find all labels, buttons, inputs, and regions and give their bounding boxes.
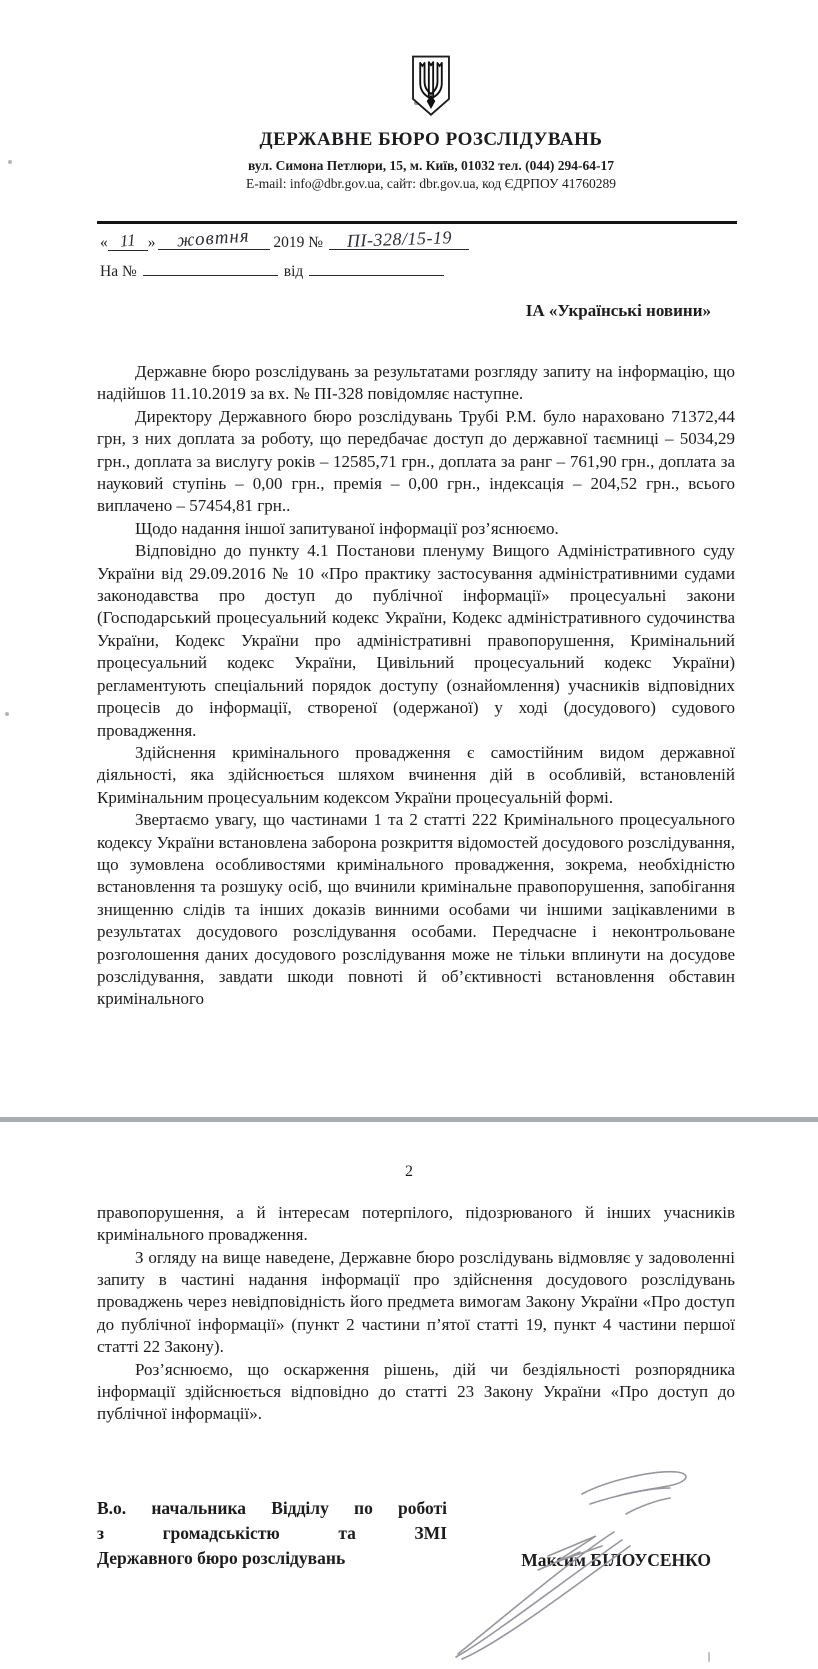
signatory-position <box>97 1496 447 1571</box>
body-paragraph: З огляду на вище наведене, Державне бюро розслідувань відмовляє у задоволенні запиту в частині надання інформації про здійснення досудового розслідувань проваджень через невідповідність його предмета вимогам Закону України «Про доступ до публічної інформації» (пункт 2 частини п’ятої статті 19, пункт 4 частини першої статті 22 Закону). <box>97 1247 735 1357</box>
body-paragraph: Державне бюро розслідувань за результатами розгляду запиту на інформацію, що надійшов 11.10.2019 за вх. № ПІ-328 повідомляє наступне. <box>97 362 735 404</box>
reply-reference-line <box>100 257 818 281</box>
month-blank <box>158 225 270 252</box>
scan-artifact-dot <box>8 160 12 164</box>
reply-from-label: від <box>283 263 304 280</box>
page-number: 2 <box>405 1162 413 1180</box>
signature-block <box>97 1496 737 1571</box>
signatory-name: Максим БІЛОУСЕНКО <box>521 1549 711 1570</box>
org-address-line: вул. Симона Петлюри, 15, м. Київ, 01032 тел. (044) 294-64-17 <box>248 158 614 173</box>
addressee: ІА «Українські новини» <box>525 301 711 320</box>
handwritten-day: 11 <box>118 230 137 251</box>
handwritten-outgoing-number: ПІ-328/15-19 <box>346 227 452 251</box>
body-paragraph: Здійснення кримінального провадження є самостійним видом державної діяльності, яка здійснюється шляхом вчинення дій в особливій, встановленій Кримінальним процесуальним кодексом України процесуальній формі. <box>97 742 735 807</box>
date-number-line <box>100 225 818 252</box>
quote-open: « <box>100 234 108 251</box>
scan-artifact-dot <box>5 712 9 716</box>
page1-body <box>97 361 735 1011</box>
position-line: Державного бюро розслідувань <box>97 1547 346 1568</box>
quote-close: » <box>147 234 156 251</box>
body-paragraph: Щодо надання іншої запитуваної інформації роз’яснюємо. <box>135 518 559 538</box>
body-paragraph-continuation: правопорушення, а й інтересам потерпілого, підозрюваного й інших учасників кримінального провадження. <box>97 1202 735 1245</box>
day-blank <box>108 232 148 251</box>
scan-artifact-dot <box>708 1652 710 1662</box>
body-paragraph: Відповідно до пункту 4.1 Постанови пленуму Вищого Адміністративного суду України від 29.09.2016 № 10 «Про практику застосування адміністративними судами законодавства про доступ до публічної інформації» процесуальні закони (Господарський процесуальний кодекс України, Кодекс адміністративного судочинства України, Кодекс України про адміністративні правопорушення, Кримінальний процесуальний кодекс України, Цивільний процесуальний кодекс України) регламентують спеціальний порядок доступу (ознайомлення) учасників відповідних процесів до інформації, створеної (одержаної) у ході (досудового) судового провадження. <box>97 541 735 740</box>
reply-number-blank <box>143 257 278 276</box>
outgoing-number-blank <box>329 227 469 251</box>
handwritten-month: жовтня <box>176 225 251 252</box>
year-and-number-label: 2019 № <box>273 234 324 251</box>
coat-of-arms-tryzub-icon <box>408 54 454 118</box>
body-paragraph: Роз’яснюємо, що оскарження рішень, дій чи бездіяльності розпорядника інформації здійснюється відповідно до статті 23 Закону України «Про доступ до публічної інформації». <box>97 1359 735 1424</box>
letterhead <box>22 0 818 192</box>
position-line: з громадськістю та ЗМІ <box>97 1522 447 1543</box>
reply-label: На № <box>100 263 137 280</box>
page-separator <box>0 1117 818 1122</box>
header-divider-rule <box>97 221 737 224</box>
body-paragraph: Директору Державного бюро розслідувань Трубі Р.М. було нараховано 71372,44 грн, з них доплата за роботу, що передбачає доступ до державної таємниці – 5034,29 грн., доплата за вислугу років – 12585,71 грн., доплата за ранг – 761,90 грн., доплата за науковий ступінь – 0,00 грн., премія – 0,00 грн., індексація – 204,52 грн., всього виплачено – 57454,81 грн.. <box>97 406 735 516</box>
org-contact-line: E-mail: info@dbr.gov.ua, сайт: dbr.gov.ua, код ЄДРПОУ 41760289 <box>246 176 616 191</box>
org-title: ДЕРЖАВНЕ БЮРО РОЗСЛІДУВАНЬ <box>259 129 603 150</box>
page2-body <box>97 1202 735 1426</box>
reply-date-blank <box>309 257 444 276</box>
reference-block <box>100 225 818 281</box>
position-line: В.о. начальника Відділу по роботі <box>97 1497 447 1518</box>
body-paragraph: Звертаємо увагу, що частинами 1 та 2 статті 222 Кримінального процесуального кодексу України встановлена заборона розкриття відомостей досудового розслідування, що зумовлена особливостями кримінального провадження, зокрема, необхідністю встановлення та розшуку осіб, що вчинили кримінальне правопорушення, запобігання знищенню слідів та інших доказів винними особами чи іншими зацікавленими в результатах досудового розслідування особами. Передчасне і неконтрольоване розголошення даних досудового розслідування може не тільки вплинути на досудове розслідування, завдати шкоди повноті й об’єктивності встановлення обставин кримінального <box>97 810 735 1009</box>
